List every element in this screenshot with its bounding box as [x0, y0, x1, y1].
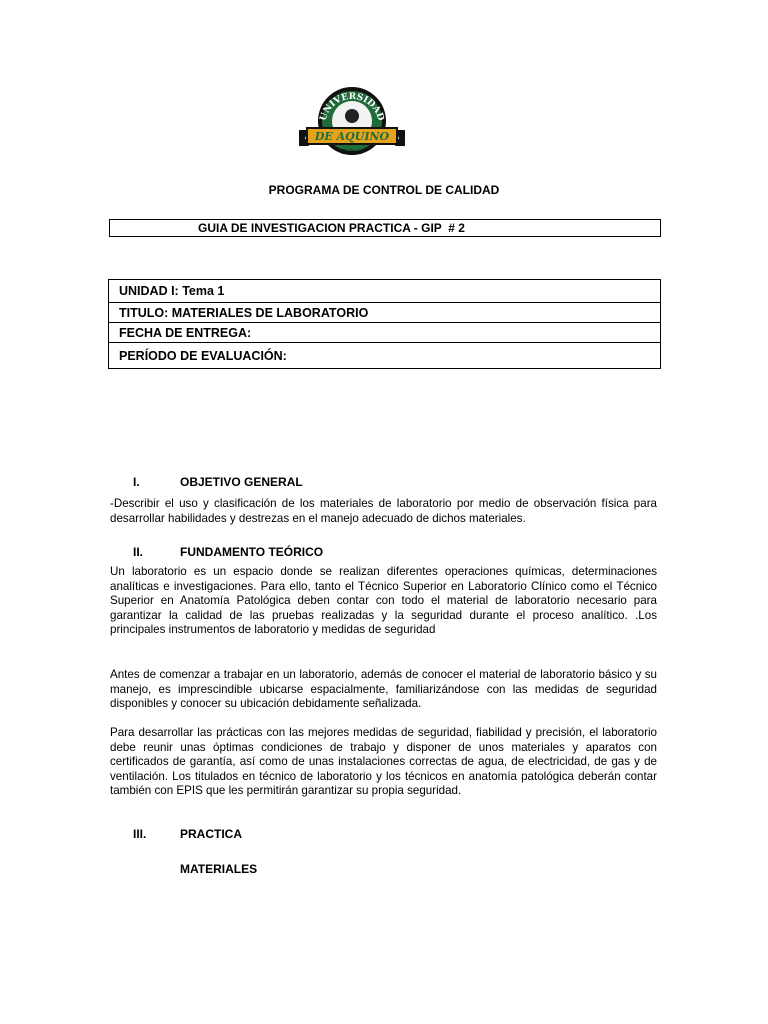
- guia-title: GUIA DE INVESTIGACION PRACTICA - GIP # 2: [198, 221, 465, 235]
- guia-title-box: [109, 219, 661, 237]
- section-label: MATERIALES: [180, 862, 258, 876]
- logo-sub-text: Bolivia: [341, 149, 363, 156]
- logo-ribbon-text: DE AQUINO: [314, 130, 390, 143]
- fundamento-paragraph-3: Para desarrollar las prácticas con las mejores medidas de seguridad, fiabilidad y precisión, el laboratorio debe reunir unas óptimas condiciones de trabajo y disponer de unos materiales y aparatos con certificados de garantía, así como de unas instalaciones correctas de agua, de electricidad, de gas y de ventilación. Los titulados en técnico de laboratorio y los técnicos en anatomía patológica deberán contar también con EPIS que les permitirán garantizar su propia seguridad.: [110, 726, 657, 798]
- table-row: [109, 343, 661, 369]
- table-row: [109, 303, 661, 323]
- section-label: FUNDAMENTO TEÓRICO: [180, 545, 324, 559]
- section-number: III.: [133, 827, 147, 841]
- university-logo: [297, 84, 407, 160]
- fundamento-paragraph-2: Antes de comenzar a trabajar en un laboratorio, además de conocer el material de laboratorio básico y su manejo, es imprescindible ubicarse espacialmente, familiarizándose con las medidas de seguridad disponibles y conocer su ubicación debidamente señalizada.: [110, 668, 657, 711]
- section-number: I.: [133, 475, 140, 489]
- table-row: [109, 323, 661, 343]
- fecha-cell: FECHA DE ENTREGA:: [109, 323, 661, 343]
- table-row: [109, 280, 661, 303]
- objetivo-paragraph: -Describir el uso y clasificación de los materiales de laboratorio por medio de observación física para desarrollar habilidades y destrezas en el manejo adecuado de dichos materiales.: [110, 497, 657, 525]
- fundamento-paragraph-1: Un laboratorio es un espacio donde se realizan diferentes operaciones químicas, determinaciones analíticas e investigaciones. Para ello, tanto el Técnico Superior en Laboratorio Clínico como el Técnico Superior en Anatomía Patológica deben contar con todo el material de laboratorio necesario para garantizar la calidad de las pruebas realizadas y la seguridad durante el proceso analítico. .Los principales instrumentos de laboratorio y medidas de seguridad: [110, 565, 657, 637]
- titulo-cell: TITULO: MATERIALES DE LABORATORIO: [109, 303, 661, 323]
- section-label: PRACTICA: [180, 827, 242, 841]
- program-title: PROGRAMA DE CONTROL DE CALIDAD: [268, 183, 500, 197]
- section-number: II.: [133, 545, 144, 559]
- unidad-cell: UNIDAD I: Tema 1: [109, 280, 661, 303]
- periodo-cell: PERÍODO DE EVALUACIÓN:: [109, 343, 661, 369]
- logo-arc-text: UNIVERSIDAD: [318, 91, 386, 123]
- info-table: [108, 279, 661, 369]
- section-label: OBJETIVO GENERAL: [180, 475, 303, 489]
